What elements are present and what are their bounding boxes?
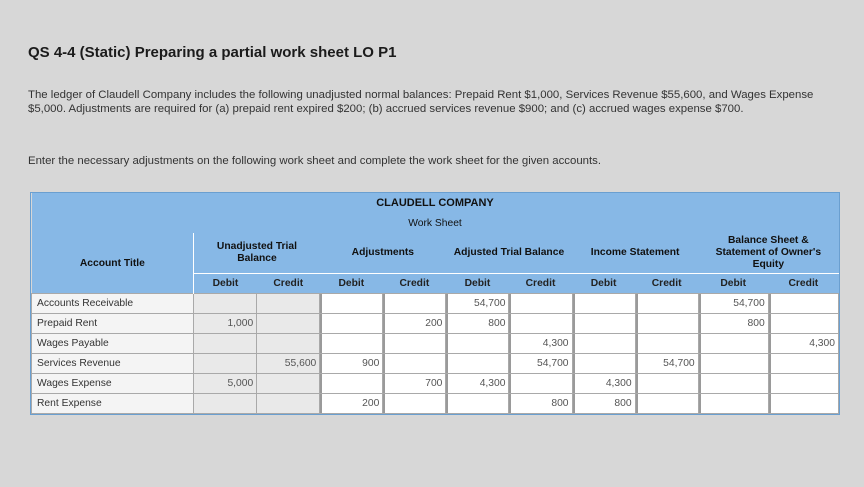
ut-debit-cell: 1,000 [194, 314, 257, 334]
adj-debit-input[interactable] [320, 374, 383, 394]
at-credit-input[interactable]: 800 [509, 394, 572, 414]
bs-debit-input[interactable]: 54,700 [698, 294, 768, 314]
is-debit-input[interactable] [572, 314, 635, 334]
account-name: Wages Payable [32, 334, 194, 354]
bs-credit-input[interactable] [768, 354, 838, 374]
adj-debit-input[interactable] [320, 334, 383, 354]
adjusted-header: Adjusted Trial Balance [446, 233, 572, 274]
account-title-header: Account Title [32, 233, 194, 294]
ut-credit-cell [257, 374, 320, 394]
is-credit-input[interactable] [635, 314, 698, 334]
is-debit-input[interactable]: 800 [572, 394, 635, 414]
table-row [32, 394, 839, 414]
table-row [32, 314, 839, 334]
work-sheet [30, 192, 840, 415]
at-credit-input[interactable] [509, 294, 572, 314]
bs-credit-input[interactable] [768, 294, 838, 314]
adj-credit-input[interactable] [383, 334, 446, 354]
table-row [32, 374, 839, 394]
bs-debit-input[interactable] [698, 334, 768, 354]
bs-credit-input[interactable]: 4,300 [768, 334, 838, 354]
at-debit-input[interactable] [446, 394, 509, 414]
at-credit-input[interactable]: 54,700 [509, 354, 572, 374]
bs-debit-input[interactable] [698, 374, 768, 394]
is-credit-input[interactable] [635, 394, 698, 414]
bs-credit-header: Credit [768, 274, 838, 294]
adj-debit-input[interactable] [320, 294, 383, 314]
table-row [32, 294, 839, 314]
adj-debit-input[interactable]: 200 [320, 394, 383, 414]
is-credit-input[interactable] [635, 294, 698, 314]
adj-credit-input[interactable] [383, 354, 446, 374]
company-name: CLAUDELL COMPANY [32, 193, 839, 213]
at-debit-header: Debit [446, 274, 509, 294]
is-debit-input[interactable] [572, 354, 635, 374]
ut-credit-cell [257, 394, 320, 414]
question-title: QS 4-4 (Static) Preparing a partial work sheet LO P1 [28, 44, 397, 61]
ut-credit-cell [257, 334, 320, 354]
adj-credit-input[interactable] [383, 394, 446, 414]
adj-credit-header: Credit [383, 274, 446, 294]
ut-credit-header: Credit [257, 274, 320, 294]
ut-debit-cell [194, 394, 257, 414]
ut-debit-cell: 5,000 [194, 374, 257, 394]
adj-debit-header: Debit [320, 274, 383, 294]
bs-debit-input[interactable]: 800 [698, 314, 768, 334]
unadjusted-header: Unadjusted Trial Balance [194, 233, 320, 274]
account-name: Services Revenue [32, 354, 194, 374]
at-credit-input[interactable]: 4,300 [509, 334, 572, 354]
ut-debit-cell [194, 354, 257, 374]
at-debit-input[interactable]: 54,700 [446, 294, 509, 314]
is-debit-header: Debit [572, 274, 635, 294]
is-credit-input[interactable]: 54,700 [635, 354, 698, 374]
adj-credit-input[interactable]: 700 [383, 374, 446, 394]
bs-debit-input[interactable] [698, 394, 768, 414]
ut-credit-cell: 55,600 [257, 354, 320, 374]
is-credit-input[interactable] [635, 374, 698, 394]
balance-sheet-header: Balance Sheet & Statement of Owner's Equity [698, 233, 838, 274]
adj-debit-input[interactable] [320, 314, 383, 334]
is-credit-input[interactable] [635, 334, 698, 354]
is-debit-input[interactable]: 4,300 [572, 374, 635, 394]
table-row [32, 334, 839, 354]
account-name: Prepaid Rent [32, 314, 194, 334]
income-statement-header: Income Statement [572, 233, 698, 274]
sheet-title: Work Sheet [32, 213, 839, 233]
ut-credit-cell [257, 294, 320, 314]
is-credit-header: Credit [635, 274, 698, 294]
bs-debit-input[interactable] [698, 354, 768, 374]
adjustments-header: Adjustments [320, 233, 446, 274]
at-debit-input[interactable] [446, 334, 509, 354]
bs-credit-input[interactable] [768, 374, 838, 394]
account-name: Accounts Receivable [32, 294, 194, 314]
at-debit-input[interactable]: 800 [446, 314, 509, 334]
adj-debit-input[interactable]: 900 [320, 354, 383, 374]
at-credit-input[interactable] [509, 374, 572, 394]
question-paragraph: The ledger of Claudell Company includes the following unadjusted normal balances: Prepaid Rent $1,000, Services Revenue $55,600, and Wages Expense $5,000. Adjustments are required for (a) prepaid rent expired $200; (b) accrued services revenue $900; and (c) accrued wages expense $700. [28, 89, 814, 115]
ut-credit-cell [257, 314, 320, 334]
is-debit-input[interactable] [572, 294, 635, 314]
is-debit-input[interactable] [572, 334, 635, 354]
bs-credit-input[interactable] [768, 314, 838, 334]
account-name: Rent Expense [32, 394, 194, 414]
bs-debit-header: Debit [698, 274, 768, 294]
at-credit-input[interactable] [509, 314, 572, 334]
ut-debit-cell [194, 334, 257, 354]
at-credit-header: Credit [509, 274, 572, 294]
question-instruction: Enter the necessary adjustments on the following work sheet and complete the work sheet for the given accounts. [28, 155, 602, 167]
account-name: Wages Expense [32, 374, 194, 394]
bs-credit-input[interactable] [768, 394, 838, 414]
adj-credit-input[interactable] [383, 294, 446, 314]
ut-debit-header: Debit [194, 274, 257, 294]
ut-debit-cell [194, 294, 257, 314]
table-row [32, 354, 839, 374]
work-sheet-table [31, 193, 839, 414]
at-debit-input[interactable]: 4,300 [446, 374, 509, 394]
adj-credit-input[interactable]: 200 [383, 314, 446, 334]
at-debit-input[interactable] [446, 354, 509, 374]
